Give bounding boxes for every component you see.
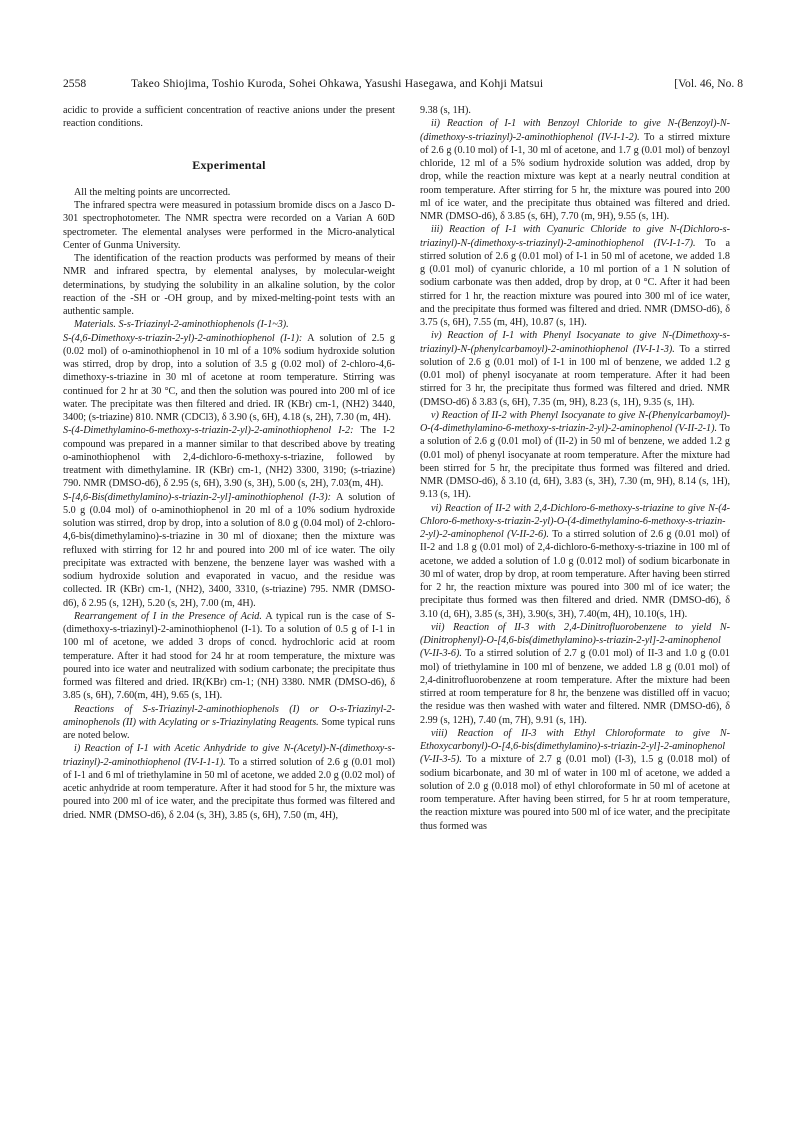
- reaction-v-paragraph: [420, 409, 730, 502]
- compound-i2-text: The I-2 compound was prepared in a manner similar to that described above by treating o-aminothiophenol with 2,4-dichloro-6-methoxy-s-triazine, followed by treatment with dimethylamine. IR (KBr) cm-1, (NH2) 3300, 3190; (s-triazine) 790. NMR (DMSO-d6), δ 2.95 (s, 6H), 3.90 (s, 3H), 5.00 (s, 2H), 7.03(m, 4H).: [63, 425, 395, 490]
- intro-paragraph: acidic to provide a sufficient concentration of reactive anions under the present reaction conditions.: [63, 105, 395, 130]
- volume-info: [Vol. 46, No. 8: [674, 77, 743, 90]
- right-column: [420, 104, 730, 833]
- identification-paragraph: The identification of the reaction products was performed by means of their NMR and infrared spectra, by elemental analyses, by molecular-weight determinations, by studying the solubility in an alkaline solution, by the color reaction of the -SH or -OH group, and by mixed-melting-point tests with an authentic sample.: [63, 253, 395, 317]
- reaction-vi-heading: vi) Reaction of II-2 with 2,4-Dichloro-6-methoxy-s-triazine to give N-(4-Chloro-6-methoxy-s-triazin-2-yl)-O-(4-dimethylamino-6-methoxy-s-triazin-2-yl)-2-aminophenol (V-II-2-6).: [420, 502, 730, 540]
- left-column: [63, 104, 395, 822]
- reaction-ii-heading: ii) Reaction of I-1 with Benzoyl Chloride to give N-(Benzoyl)-N-(dimethoxy-s-triazinyl)-2-aminothiophenol (IV-I-1-2).: [420, 118, 730, 143]
- reaction-vi-paragraph: [420, 502, 730, 621]
- running-header: [63, 76, 743, 92]
- spectra-paragraph: The infrared spectra were measured in potassium bromide discs on a Jasco D-301 spectrophotometer. The NMR spectra were recorded on a Varian A 60D spectrometer. The elemental analyses were performed in the Micro-analytical Center of Gunma University.: [63, 200, 395, 251]
- compound-i3-paragraph: [63, 491, 395, 610]
- rearrangement-paragraph: [63, 610, 395, 703]
- reaction-i-heading: i) Reaction of I-1 with Acetic Anhydride to give N-(Acetyl)-N-(dimethoxy-s-triazinyl)-2-aminothiophenol (IV-I-1-1).: [63, 743, 395, 768]
- section-title: Experimental: [192, 157, 266, 172]
- compound-i3-heading: S-[4,6-Bis(dimethylamino)-s-triazin-2-yl]-aminothiophenol (I-3):: [63, 491, 331, 503]
- reaction-i-text: To a stirred solution of 2.6 g (0.01 mol) of I-1 and 6 ml of triethylamine in 50 ml of acetone, we added 2.0 g (0.02 mol) of acetic anhydride at room temperature. After it had stood for 5 hr, the mixture was poured into 200 ml of ice water, and the precipitate thus formed was filtered and dried. NMR (DMSO-d6), δ 2.04 (s, 3H), 3.85 (s, 6H), 7.50 (m, 4H),: [63, 756, 395, 821]
- melting-points-paragraph: All the melting points are uncorrected.: [74, 186, 231, 198]
- materials-heading: [63, 318, 395, 331]
- reaction-vi-text: To a stirred solution of 2.6 g (0.01 mol) of II-2 and 1.8 g (0.01 mol) of 2,4-dichloro-6-methoxy-s-triazine in 100 ml of acetone, we added a solution of 1.0 g (0.012 mol) of sodium bicarbonate in 30 ml of water, drop by drop, at room temperature. After having been stirred for 2 hr, the reaction mixture was poured into 300 ml of ice water; the precipitate thus formed was then filtered and dried. NMR (DMSO-d6), δ 3.10 (d, 6H), 3.85 (s, 3H), 3.90(s, 3H), 7.40(m, 4H), 10.10(s, 1H).: [420, 529, 730, 620]
- running-authors: Takeo Shiojima, Toshio Kuroda, Sohei Ohkawa, Yasushi Hasegawa, and Kohji Matsui: [131, 77, 544, 90]
- reaction-iii-paragraph: [420, 223, 730, 329]
- reaction-iv-text: To a stirred solution of 2.6 g (0.01 mol) of I-1 in 100 ml of benzene, we added 1.2 g (0.01 mol) of phenyl isocyanate at room temperature. After it had been stirred for 3 hr, the precipitate thus formed was filtered and dried. NMR (DMSO-d6) δ 3.83 (s, 6H), 7.35 (m, 9H), 8.23 (s, 1H), 9.35 (s, 1H).: [420, 343, 731, 408]
- reaction-iii-text: To a stirred solution of 2.6 g (0.01 mol) of I-1 in 50 ml of acetone, we added 1.8 g (0.01 mol) of cyanuric chloride, a 10 ml portion of a 1 N solution of sodium carbonate was then added, drop by drop, at 0 °C. After it had been stirred for 1 hr, the reaction mixture was poured into 300 ml of ice water, and the precipitate thus formed was filtered and dried. NMR (DMSO-d6), δ 3.75 (s, 6H), 7.55 (m, 4H), 10.87 (s, 1H).: [420, 237, 730, 328]
- reaction-iii-heading: iii) Reaction of I-1 with Cyanuric Chloride to give N-(Dichloro-s-triazinyl)-N-(dimethoxy-s-triazinyl)-2-aminothiophenol (IV-I-1-7).: [420, 224, 730, 249]
- reaction-viii-paragraph: [420, 727, 730, 833]
- reaction-ii-paragraph: [420, 117, 730, 223]
- compound-i1-text: A solution of 2.5 g (0.02 mol) of o-aminothiophenol in 10 ml of a 10% sodium hydroxide solution was stirred, drop by drop, into a solution of 3.5 g (0.02 mol) of 2-chloro-4,6-dimethoxy-s-triazine in 30 ml of acetone at room temperature. Stirring was continued for 2 hr at 30 °C, and then the solution was poured into 200 ml of ice water. The precipitate was then filtered and dried. IR (KBr) cm-1, (NH2) 3440, 3400; (s-triazine) 810. NMR (CDCl3), δ 3.90 (s, 6H), 4.18 (s, 2H), 7.30 (m, 4H).: [63, 332, 395, 423]
- materials-subtitle: S-s-Triazinyl-2-aminothiophenols (I-1~3).: [118, 319, 289, 331]
- continued-text: 9.38 (s, 1H).: [420, 105, 471, 116]
- reaction-vii-heading: vii) Reaction of II-3 with 2,4-Dinitrofluorobenzene to yield N-(Dinitrophenyl)-O-[4,6-bis(dimethylamino)-s-triazin-2-yl]-2-aminophenol (V-II-3-6).: [420, 621, 730, 660]
- compound-i2-paragraph: [63, 424, 395, 490]
- reaction-iv-paragraph: [420, 329, 730, 409]
- reaction-viii-text: To a mixture of 2.7 g (0.01 mol) (I-3), 1.5 g (0.018 mol) of sodium bicarbonate, and 30 ml of water in 100 ml of acetone, we added a solution of 2.0 g (0.018 mol) of ethyl chloroformate in 50 ml of acetone at room temperature. After having been stirred, for 5 hr at room temperature, the reaction mixture was poured into 500 ml of ice water, and the precipitate thus formed was: [420, 754, 730, 832]
- reaction-i-paragraph: [63, 742, 395, 822]
- reaction-vii-paragraph: [420, 621, 730, 727]
- reaction-ii-text: To a stirred mixture of 2.6 g (0.10 mol) of I-1, 30 ml of acetone, and 1.7 g (0.01 mol) of benzoyl chloride, 12 ml of a 5% sodium hydroxide solution was added, drop by drop, while the reaction mixture was kept at a nearly neutral condition at room temperature. After stirring for 5 hr, the mixture was poured into 200 ml of ice water, and the precipitate thus obtained was filtered and dried. NMR (DMSO-d6), δ 3.85 (s, 6H), 7.70 (m, 9H), 9.55 (s, 1H).: [420, 131, 730, 222]
- reaction-v-heading: v) Reaction of II-2 with Phenyl Isocyanate to give N-(Phenylcarbamoyl)-O-(4-dimethylamino-6-methoxy-s-triazin-2-yl)-2-aminophenol (V-II-2-1).: [420, 409, 730, 434]
- compound-i3-text: A solution of 5.0 g (0.04 mol) of o-aminothiophenol in 20 ml of a 10% sodium hydroxide solution was stirred, drop by drop, into a solution of 8.0 g (0.04 mol) of 2-chloro-4,6-bis(dimethylamino)-s-triazine in 30 ml of dioxane; then the mixture was refluxed with stirring for 12 hr and poured into 200 ml of ice water. The oily precipitate was extracted with benzene, the benzene layer was washed with a sodium hydroxide solution and evaporated in vacuo, and the residue was collected. IR (KBr) cm-1, (NH2), 3400, 3310, (s-triazine) 795. NMR (DMSO-d6), δ 2.95 (s, 12H), 5.20 (s, 2H), 7.00 (m, 4H).: [63, 491, 395, 609]
- compound-i1-paragraph: [63, 332, 395, 425]
- reaction-v-text: To a solution of 2.6 g (0.01 mol) of (II-2) in 50 ml of benzene, we added 1.2 g (0.01 mol) of phenyl isocyanate at room temperature. After the mixture had been stirred for 5 hr, the precipitate thus formed was filtered and dried. NMR (DMSO-d6), δ 3.10 (d, 6H), 3.83 (s, 3H), 7.30 (m, 9H), 8.14 (s, 1H), 9.13 (s, 1H).: [420, 423, 730, 501]
- compound-i2-heading: S-(4-Dimethylamino-6-methoxy-s-triazin-2-yl)-2-aminothiophenol I-2:: [63, 425, 354, 437]
- reactions-paragraph: [63, 703, 395, 743]
- reaction-iv-heading: iv) Reaction of I-1 with Phenyl Isocyanate to give N-(Dimethoxy-s-triazinyl)-N-(phenylcarbamoyl)-2-aminothiophenol (IV-I-1-3).: [420, 330, 730, 355]
- reaction-vii-text: To a stirred solution of 2.7 g (0.01 mol) of II-3 and 1.0 g (0.01 mol) of triethylamine in 100 ml of benzene, we added 1.8 g (0.01 mol) of 2,4-dinitrofluorobenzene at room temperature. After the mixture had been stirred at room temperature for 8 hr, the benzene was distilled off in vacuo; the residue was then washed with water and filtered. NMR (DMSO-d6), δ 2.99 (s, 12H), 7.40 (m, 7H), 9.91 (s, 1H).: [420, 648, 730, 726]
- rearrangement-heading: Rearrangement of I in the Presence of Acid.: [74, 610, 262, 622]
- compound-i1-heading: S-(4,6-Dimethoxy-s-triazin-2-yl)-2-aminothiophenol (I-1):: [63, 332, 303, 344]
- reactions-text: Some typical runs are noted below.: [63, 716, 396, 741]
- materials-label: Materials.: [74, 319, 116, 331]
- reactions-heading: Reactions of S-s-Triazinyl-2-aminothiophenols (I) or O-s-Triazinyl-2-aminophenols (II) with Acylating or s-Triazinylating Reagents.: [63, 703, 395, 728]
- rearrangement-text: A typical run is the case of S-(dimethoxy-s-triazinyl)-2-aminothiophenol (I-1). To a solution of 0.5 g of I-1 in 100 ml of acetone, we added 3 drops of concd. hydrochloric acid at room temperature. After it had stood for 24 hr at room temperature, the mixture was poured into ice water and neutralized with sodium carbonate; the precipitate thus formed was filtered and dried. IR(KBr) cm-1; (NH) 3380. NMR (DMSO-d6), δ 3.85 (s, 6H), 7.60(m, 4H), 9.65 (s, 1H).: [63, 610, 395, 702]
- page-number: 2558: [63, 77, 87, 90]
- reaction-viii-heading: viii) Reaction of II-3 with Ethyl Chloroformate to give N-Ethoxycarbonyl)-O-[4,6-bis(dimethylamino)-s-triazin-2-yl]-2-aminophenol (V-II-3-5).: [420, 727, 730, 766]
